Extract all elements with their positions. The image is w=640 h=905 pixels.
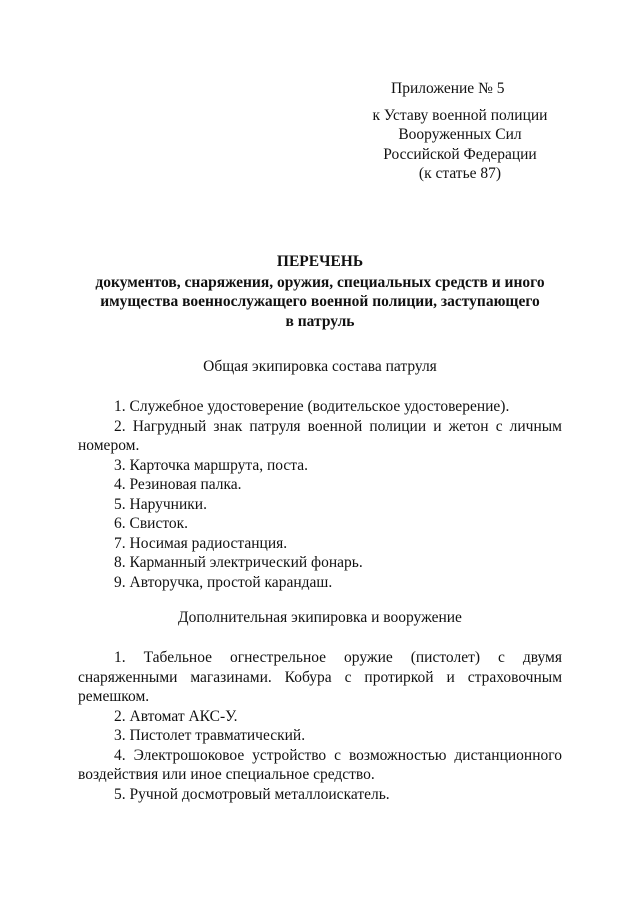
- list-item: 1. Служебное удостоверение (водительское удостоверение).: [114, 398, 510, 415]
- title-subtitle-line: документов, снаряжения, оружия, специальных средств и иного: [95, 273, 545, 291]
- list-item: 8. Карманный электрический фонарь.: [114, 554, 363, 571]
- annex-reference-line: к Уставу военной полиции: [372, 106, 548, 124]
- annex-reference-line: Вооруженных Сил: [398, 126, 522, 143]
- title-subtitle-line: в патруль: [285, 312, 355, 330]
- list-item: 4. Резиновая палка.: [114, 476, 242, 493]
- additional-equipment-list: [78, 648, 562, 804]
- list-item: 4. Электрошоковое устройство с возможностью дистанционного воздействия или иное специальное средство.: [78, 746, 562, 783]
- list-item: 3. Пистолет травматический.: [114, 727, 306, 744]
- general-equipment-list: [78, 397, 562, 592]
- annex-number: Приложение № 5: [391, 80, 505, 97]
- list-item: 9. Авторучка, простой карандаш.: [114, 573, 333, 591]
- section-title-additional: Дополнительная экипировка и вооружение: [178, 609, 462, 626]
- section-title-general: Общая экипировка состава патруля: [203, 358, 437, 375]
- title-subtitle: [78, 273, 562, 332]
- annex-reference: [360, 106, 560, 184]
- list-item: 5. Ручной досмотровый металлоискатель.: [114, 785, 390, 803]
- title-heading: ПЕРЕЧЕНЬ: [276, 253, 364, 270]
- annex-reference-line: Российской Федерации: [383, 145, 537, 163]
- list-item: 5. Наручники.: [114, 495, 207, 513]
- title-subtitle-line: имущества военнослужащего военной полиции, заступающего: [100, 293, 540, 310]
- list-item: 1. Табельное огнестрельное оружие (пистолет) с двумя снаряженными магазинами. Кобура с протиркой и страховочным ремешком.: [78, 649, 562, 705]
- list-item: 2. Автомат АКС-У.: [114, 707, 238, 725]
- annex-reference-line: (к статье 87): [418, 165, 502, 182]
- list-item: 2. Нагрудный знак патруля военной полиции и жетон с личным номером.: [78, 417, 562, 454]
- list-item: 6. Свисток.: [114, 515, 189, 532]
- list-item: 7. Носимая радиостанция.: [114, 534, 288, 552]
- annex-header: [360, 79, 560, 184]
- list-item: 3. Карточка маршрута, поста.: [114, 456, 309, 474]
- document-title: [78, 252, 562, 331]
